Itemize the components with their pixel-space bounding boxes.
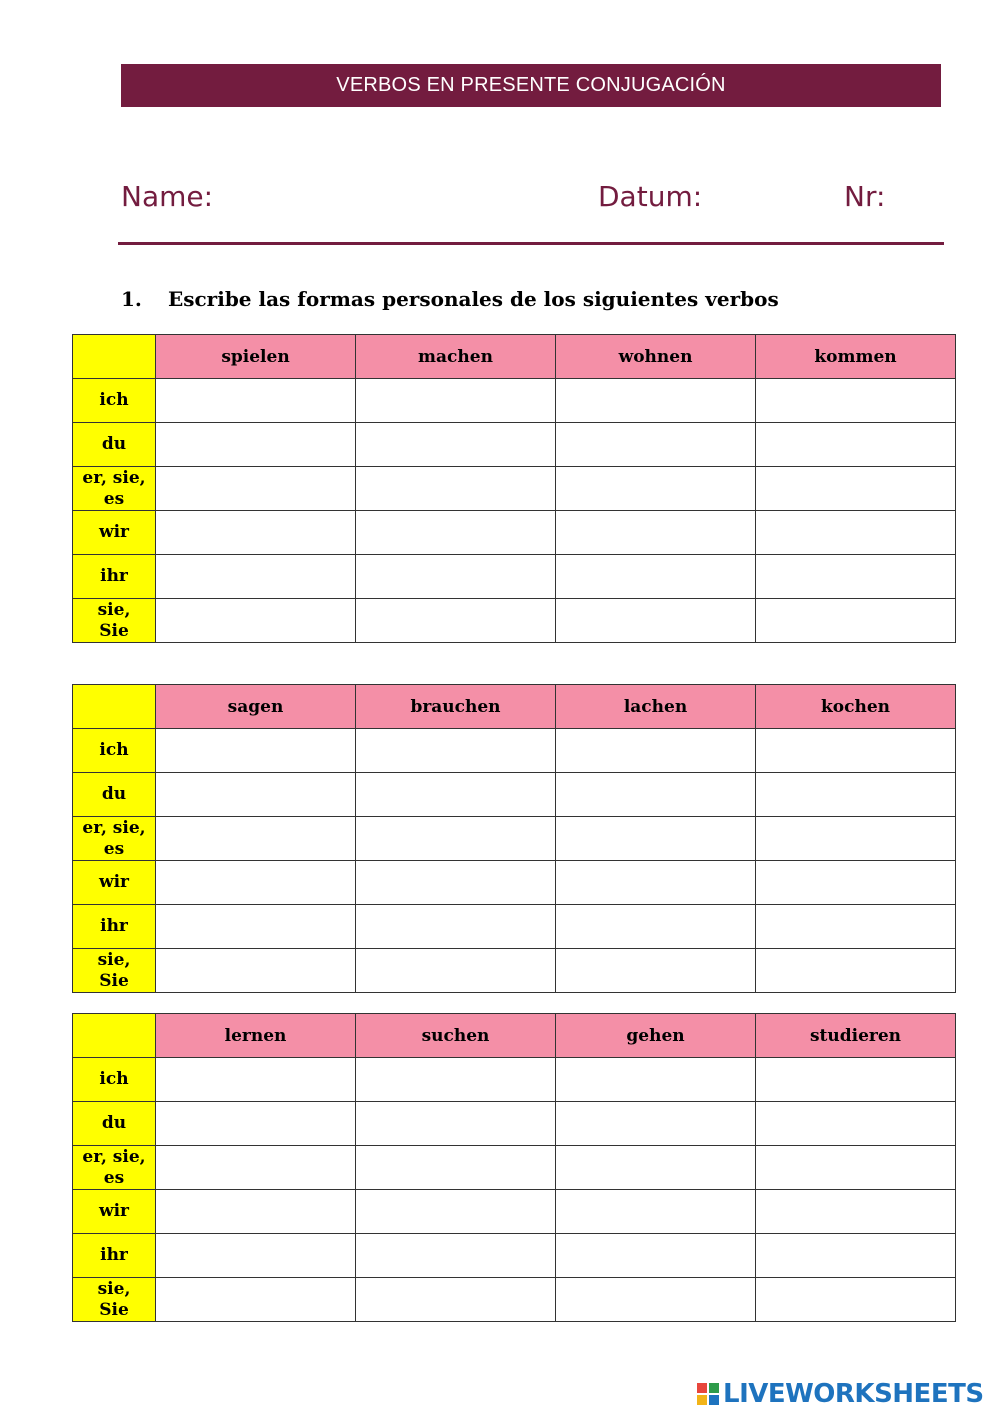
answer-cell[interactable]	[556, 1234, 756, 1278]
pronoun-text: es	[103, 1167, 125, 1188]
number-label: Nr:	[844, 180, 886, 213]
answer-cell[interactable]	[756, 729, 956, 773]
answer-cell[interactable]	[156, 817, 356, 861]
logo-icon	[697, 1383, 719, 1405]
answer-cell[interactable]	[356, 905, 556, 949]
answer-cell[interactable]	[156, 949, 356, 993]
pronoun-text: er, sie,	[82, 1146, 146, 1167]
pronoun-text: du	[101, 1113, 127, 1133]
pronoun-row	[73, 555, 956, 599]
answer-cell[interactable]	[356, 467, 556, 511]
pronoun-text: es	[103, 488, 125, 509]
pronoun-row	[73, 1146, 956, 1190]
pronoun-row	[73, 423, 956, 467]
answer-cell[interactable]	[556, 817, 756, 861]
verb-header: wohnen	[556, 335, 756, 379]
pronoun-text: er, sie,	[82, 467, 146, 488]
answer-cell[interactable]	[756, 949, 956, 993]
pronoun-label	[73, 1102, 156, 1146]
answer-cell[interactable]	[756, 1278, 956, 1322]
answer-cell[interactable]	[156, 599, 356, 643]
pronoun-text: Sie	[99, 970, 129, 991]
logo-text: LIVEWORKSHEETS	[723, 1379, 984, 1409]
pronoun-label	[73, 773, 156, 817]
pronoun-text: er, sie,	[82, 817, 146, 838]
answer-cell[interactable]	[556, 949, 756, 993]
liveworksheets-logo	[697, 1379, 984, 1409]
answer-cell[interactable]	[356, 773, 556, 817]
pronoun-row	[73, 1058, 956, 1102]
answer-cell[interactable]	[356, 379, 556, 423]
answer-cell[interactable]	[756, 423, 956, 467]
conjugation-table	[72, 1013, 956, 1322]
answer-cell[interactable]	[556, 1058, 756, 1102]
verb-header: sagen	[156, 685, 356, 729]
pronoun-text: Sie	[99, 1299, 129, 1320]
logo-square	[697, 1395, 707, 1405]
answer-cell[interactable]	[556, 379, 756, 423]
pronoun-text: ich	[99, 1069, 129, 1089]
answer-cell[interactable]	[756, 817, 956, 861]
pronoun-label	[73, 555, 156, 599]
answer-cell[interactable]	[156, 1234, 356, 1278]
verb-header: lachen	[556, 685, 756, 729]
answer-cell[interactable]	[556, 467, 756, 511]
answer-cell[interactable]	[156, 905, 356, 949]
logo-square	[697, 1383, 707, 1393]
pronoun-text: du	[101, 784, 127, 804]
corner-cell	[73, 335, 156, 379]
exercise-instruction	[121, 287, 779, 311]
logo-square	[709, 1383, 719, 1393]
pronoun-text: Sie	[99, 620, 129, 641]
pronoun-label	[73, 467, 156, 511]
pronoun-label	[73, 379, 156, 423]
answer-cell[interactable]	[156, 467, 356, 511]
pronoun-row	[73, 773, 956, 817]
answer-cell[interactable]	[156, 1058, 356, 1102]
answer-cell[interactable]	[356, 1146, 556, 1190]
answer-cell[interactable]	[356, 817, 556, 861]
verb-header: studieren	[756, 1014, 956, 1058]
pronoun-label	[73, 511, 156, 555]
answer-cell[interactable]	[756, 599, 956, 643]
answer-cell[interactable]	[156, 1278, 356, 1322]
answer-cell[interactable]	[156, 729, 356, 773]
pronoun-row	[73, 1234, 956, 1278]
answer-cell[interactable]	[756, 467, 956, 511]
pronoun-label	[73, 949, 156, 993]
pronoun-text: ihr	[100, 566, 128, 586]
verb-header: brauchen	[356, 685, 556, 729]
answer-cell[interactable]	[756, 379, 956, 423]
pronoun-text: wir	[98, 872, 130, 892]
answer-cell[interactable]	[156, 773, 356, 817]
date-label: Datum:	[598, 180, 703, 213]
pronoun-row	[73, 1102, 956, 1146]
answer-cell[interactable]	[356, 423, 556, 467]
answer-cell[interactable]	[356, 599, 556, 643]
pronoun-row	[73, 817, 956, 861]
answer-cell[interactable]	[556, 773, 756, 817]
pronoun-row	[73, 1190, 956, 1234]
verb-header: lernen	[156, 1014, 356, 1058]
pronoun-label	[73, 1058, 156, 1102]
pronoun-label	[73, 599, 156, 643]
pronoun-text: sie,	[97, 949, 131, 970]
answer-cell[interactable]	[756, 905, 956, 949]
answer-cell[interactable]	[356, 1234, 556, 1278]
answer-cell[interactable]	[356, 861, 556, 905]
worksheet-title: VERBOS EN PRESENTE CONJUGACIÓN	[121, 64, 941, 107]
conjugation-table	[72, 334, 956, 643]
pronoun-row	[73, 949, 956, 993]
pronoun-text: sie,	[97, 599, 131, 620]
pronoun-row	[73, 1278, 956, 1322]
answer-cell[interactable]	[756, 555, 956, 599]
answer-cell[interactable]	[356, 555, 556, 599]
answer-cell[interactable]	[556, 1102, 756, 1146]
answer-cell[interactable]	[756, 1146, 956, 1190]
answer-cell[interactable]	[356, 729, 556, 773]
logo-square	[709, 1395, 719, 1405]
student-info-row	[121, 180, 943, 220]
answer-cell[interactable]	[756, 1190, 956, 1234]
info-underline	[118, 242, 944, 245]
verb-header: gehen	[556, 1014, 756, 1058]
answer-cell[interactable]	[756, 511, 956, 555]
pronoun-text: sie,	[97, 1278, 131, 1299]
answer-cell[interactable]	[556, 1190, 756, 1234]
answer-cell[interactable]	[156, 379, 356, 423]
answer-cell[interactable]	[756, 1102, 956, 1146]
answer-cell[interactable]	[556, 511, 756, 555]
answer-cell[interactable]	[556, 905, 756, 949]
conjugation-table	[72, 684, 956, 993]
pronoun-text: ich	[99, 740, 129, 760]
answer-cell[interactable]	[156, 423, 356, 467]
verb-header: machen	[356, 335, 556, 379]
pronoun-label	[73, 729, 156, 773]
pronoun-row	[73, 511, 956, 555]
pronoun-text: du	[101, 434, 127, 454]
answer-cell[interactable]	[156, 861, 356, 905]
answer-cell[interactable]	[556, 423, 756, 467]
pronoun-label	[73, 1278, 156, 1322]
pronoun-label	[73, 1146, 156, 1190]
pronoun-text: wir	[98, 522, 130, 542]
answer-cell[interactable]	[356, 1102, 556, 1146]
pronoun-text: ihr	[100, 916, 128, 936]
pronoun-label	[73, 817, 156, 861]
answer-cell[interactable]	[156, 511, 356, 555]
exercise-number: 1.	[121, 287, 142, 311]
answer-cell[interactable]	[156, 555, 356, 599]
answer-cell[interactable]	[756, 773, 956, 817]
verb-header: suchen	[356, 1014, 556, 1058]
corner-cell	[73, 685, 156, 729]
answer-cell[interactable]	[556, 1278, 756, 1322]
answer-cell[interactable]	[556, 555, 756, 599]
answer-cell[interactable]	[356, 1058, 556, 1102]
answer-cell[interactable]	[356, 1190, 556, 1234]
verb-header: kochen	[756, 685, 956, 729]
answer-cell[interactable]	[556, 599, 756, 643]
pronoun-row	[73, 729, 956, 773]
pronoun-row	[73, 861, 956, 905]
pronoun-label	[73, 905, 156, 949]
answer-cell[interactable]	[756, 861, 956, 905]
pronoun-label	[73, 423, 156, 467]
answer-cell[interactable]	[756, 1234, 956, 1278]
pronoun-label	[73, 1234, 156, 1278]
verb-header: kommen	[756, 335, 956, 379]
answer-cell[interactable]	[156, 1146, 356, 1190]
pronoun-row	[73, 467, 956, 511]
pronoun-text: ich	[99, 390, 129, 410]
answer-cell[interactable]	[556, 861, 756, 905]
pronoun-text: ihr	[100, 1245, 128, 1265]
name-label: Name:	[121, 180, 214, 213]
answer-cell[interactable]	[356, 949, 556, 993]
verb-header: spielen	[156, 335, 356, 379]
answer-cell[interactable]	[556, 729, 756, 773]
pronoun-text: es	[103, 838, 125, 859]
pronoun-text: wir	[98, 1201, 130, 1221]
pronoun-label	[73, 1190, 156, 1234]
exercise-text: Escribe las formas personales de los siguientes verbos	[168, 287, 779, 311]
answer-cell[interactable]	[156, 1190, 356, 1234]
answer-cell[interactable]	[356, 1278, 556, 1322]
answer-cell[interactable]	[756, 1058, 956, 1102]
answer-cell[interactable]	[556, 1146, 756, 1190]
answer-cell[interactable]	[156, 1102, 356, 1146]
corner-cell	[73, 1014, 156, 1058]
pronoun-row	[73, 379, 956, 423]
pronoun-row	[73, 599, 956, 643]
pronoun-row	[73, 905, 956, 949]
pronoun-label	[73, 861, 156, 905]
answer-cell[interactable]	[356, 511, 556, 555]
